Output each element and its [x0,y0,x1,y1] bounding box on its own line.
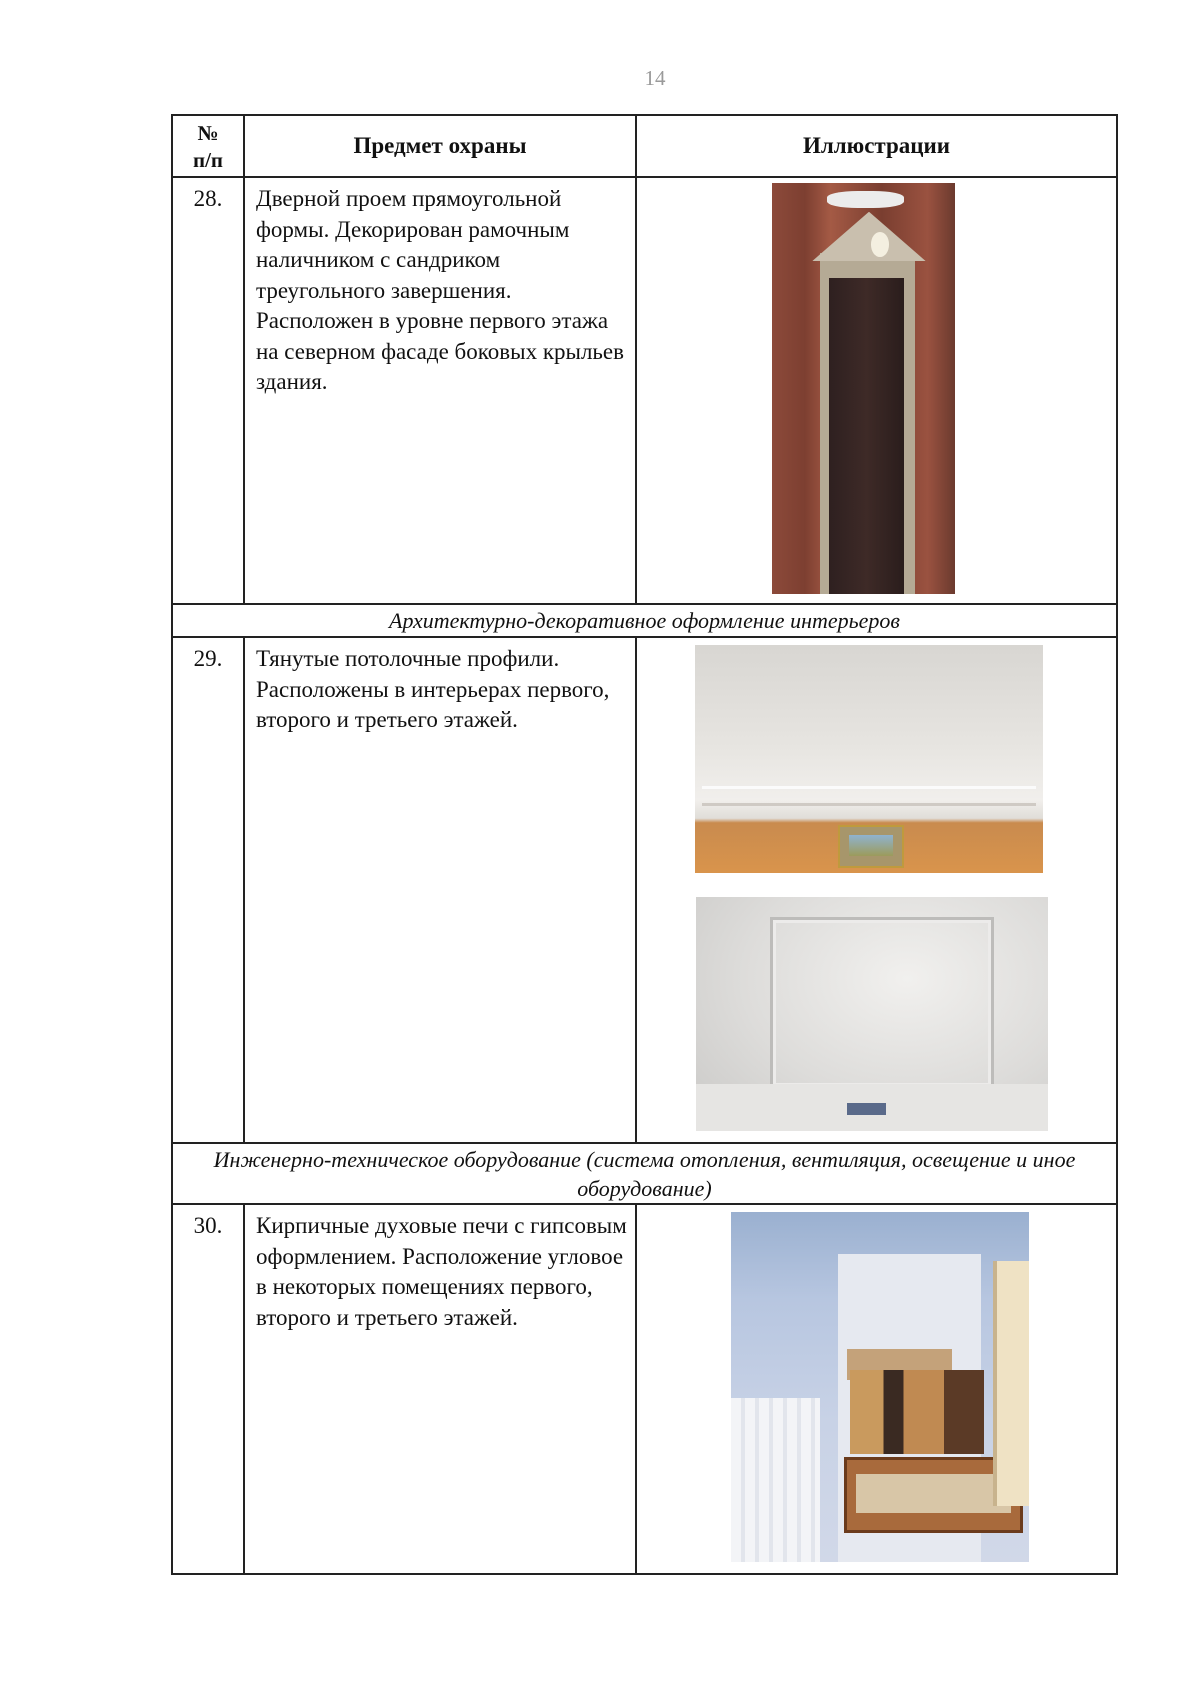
ceiling-photo [696,897,1048,1131]
number-column-header [172,115,244,177]
illustration-cell [636,1204,1117,1574]
illustrations-column-header: Иллюстрации [636,115,1117,177]
illustration-cell [636,637,1117,1143]
row-number: 29. [172,637,244,1143]
sequence-label: п/п [192,148,224,172]
section-title-interiors: Архитектурно-декоративное оформление интерьеров [172,604,1117,637]
page-number: 14 [644,66,666,90]
table-header-row [172,115,1117,177]
subject-column-header: Предмет охраны [244,115,636,177]
table-row [172,177,1117,604]
number-sign-label: № [197,121,219,145]
table-row [172,637,1117,1143]
section-row [172,1143,1117,1204]
stove-room-photo [731,1212,1029,1562]
row-description: Кирпичные духовые печи с гипсовым оформлением. Расположение угловое в некоторых помещениях первого, второго и третьего этажей. [244,1204,636,1574]
section-title-engineering: Инженерно-техническое оборудование (система отопления, вентиляция, освещение и иное оборудование) [172,1143,1117,1204]
row-number: 30. [172,1204,244,1574]
protection-subjects-table [171,114,1118,1575]
row-number: 28. [172,177,244,604]
row-description: Тянутые потолочные профили. Расположены в интерьерах первого, второго и третьего этажей. [244,637,636,1143]
ceiling-photo [695,645,1043,873]
table-row [172,1204,1117,1574]
row-description: Дверной проем прямоугольной формы. Декорирован рамочным наличником с сандриком треугольного завершения. Расположен в уровне первого этажа на северном фасаде боковых крыльев здания. [244,177,636,604]
section-row [172,604,1117,637]
illustration-cell [636,177,1117,604]
door-photo [772,183,955,594]
